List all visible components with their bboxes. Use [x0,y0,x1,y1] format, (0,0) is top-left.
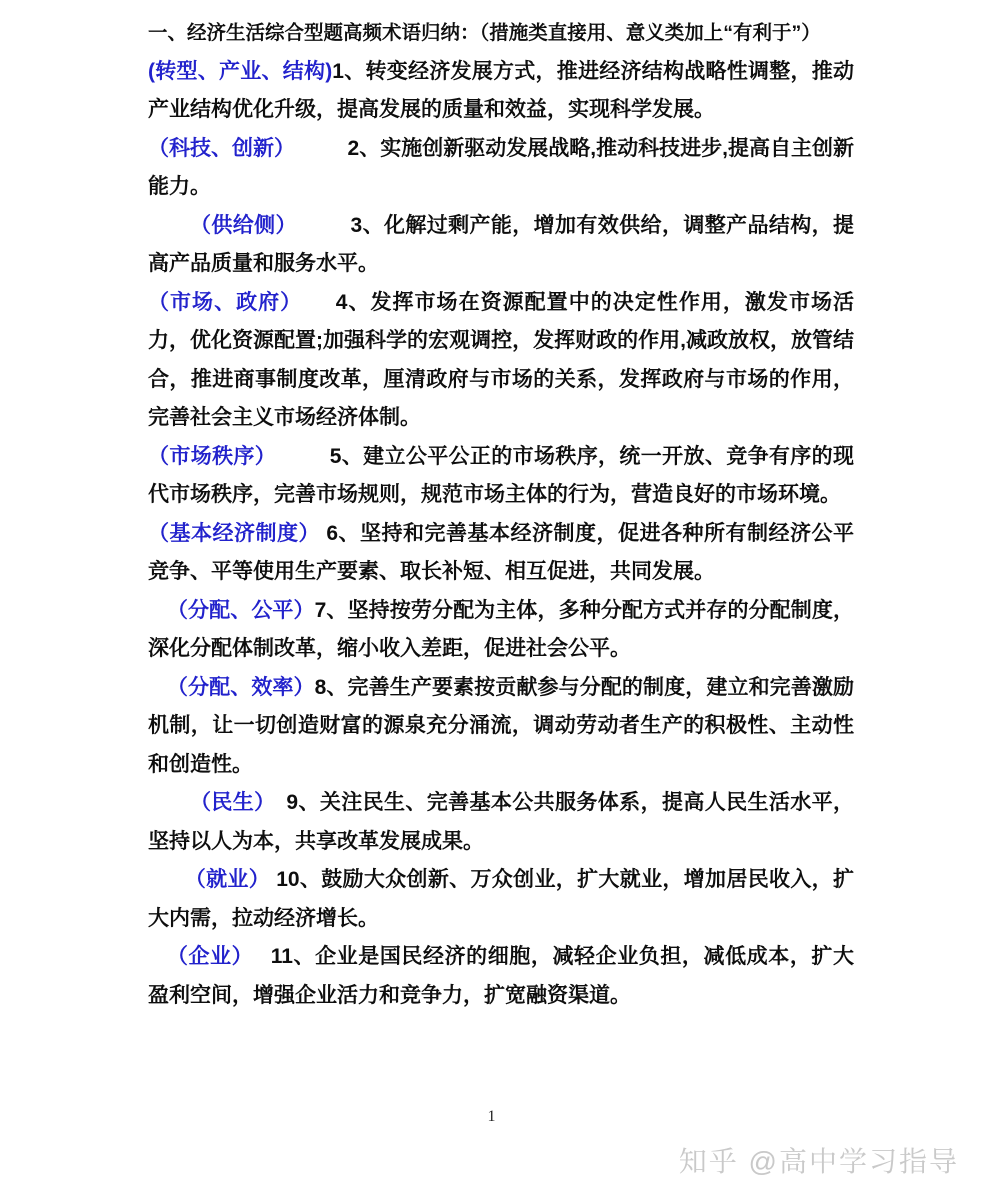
paragraph [148,938,854,1015]
term-label: （企业） [166,945,243,968]
paragraph [148,784,854,861]
paragraph [148,207,854,284]
term-label: （市场秩序） [148,444,266,468]
page-number: 1 [487,1108,496,1125]
paragraph-text: 10、鼓励大众创新、万众创业，扩大就业，增加居民收入，扩大内需，拉动经济增长。 [148,868,854,930]
term-label: （民生） [190,791,266,814]
paragraph-list [148,53,854,1016]
term-label: （就业） [184,868,271,891]
term-label: （基本经济制度） [148,521,320,545]
term-label: （分配、公平） [166,598,315,622]
paragraph-text: 4、发挥市场在资源配置中的决定性作用，激发市场活力，优化资源配置;加强科学的宏观调控，发挥财政的作用,减政放权，放管结合，推进商事制度改革，厘清政府与市场的关系，发挥政府与市场的作用，完善社会主义市场经济体制。 [148,290,854,429]
paragraph [148,130,854,207]
paragraph-text: 2、实施创新驱动发展战略,推动科技进步,提高自主创新能力。 [148,136,854,198]
document-title: 一、经济生活综合型题高频术语归纳：（措施类直接用、意义类加上“有利于”） [148,22,821,44]
paragraph [148,861,854,938]
term-label: （供给侧） [190,213,287,237]
paragraph [148,592,854,669]
term-label: （科技、创新） [148,136,285,160]
paragraph-text: 7、坚持按劳分配为主体，多种分配方式并存的分配制度，深化分配体制改革，缩小收入差距，促进社会公平。 [148,598,854,660]
paragraph-text: 9、关注民生、完善基本公共服务体系，提高人民生活水平，坚持以人为本，共享改革发展成果。 [148,791,854,853]
paragraph [148,284,854,438]
paragraph [148,669,854,785]
paragraph-text: 5、建立公平公正的市场秩序，统一开放、竞争有序的现代市场秩序，完善市场规则，规范市场主体的行为，营造良好的市场环境。 [148,444,854,506]
paragraph [148,515,854,592]
paragraph-text: 8、完善生产要素按贡献参与分配的制度，建立和完善激励机制，让一切创造财富的源泉充分涌流，调动劳动者生产的积极性、主动性和创造性。 [148,675,854,776]
paragraph-text: 1、转变经济发展方式，推进经济结构战略性调整，推动产业结构优化升级，提高发展的质量和效益，实现科学发展。 [148,59,854,121]
term-label: （分配、效率） [166,675,315,699]
paragraph [148,438,854,515]
document-body [148,14,854,1015]
watermark: 知乎 @高中学习指导 [678,1146,959,1177]
term-label: （市场、政府） [148,290,292,314]
term-label: (转型、产业、结构) [148,59,333,83]
paragraph-text: 6、坚持和完善基本经济制度，促进各种所有制经济公平竞争、平等使用生产要素、取长补短、相互促进，共同发展。 [148,521,854,583]
paragraph-text: 3、化解过剩产能，增加有效供给，调整产品结构，提高产品质量和服务水平。 [148,213,854,275]
paragraph-text: 11、企业是国民经济的细胞，减轻企业负担，减低成本，扩大盈利空间，增强企业活力和竞争力，扩宽融资渠道。 [148,945,854,1007]
paragraph [148,53,854,130]
